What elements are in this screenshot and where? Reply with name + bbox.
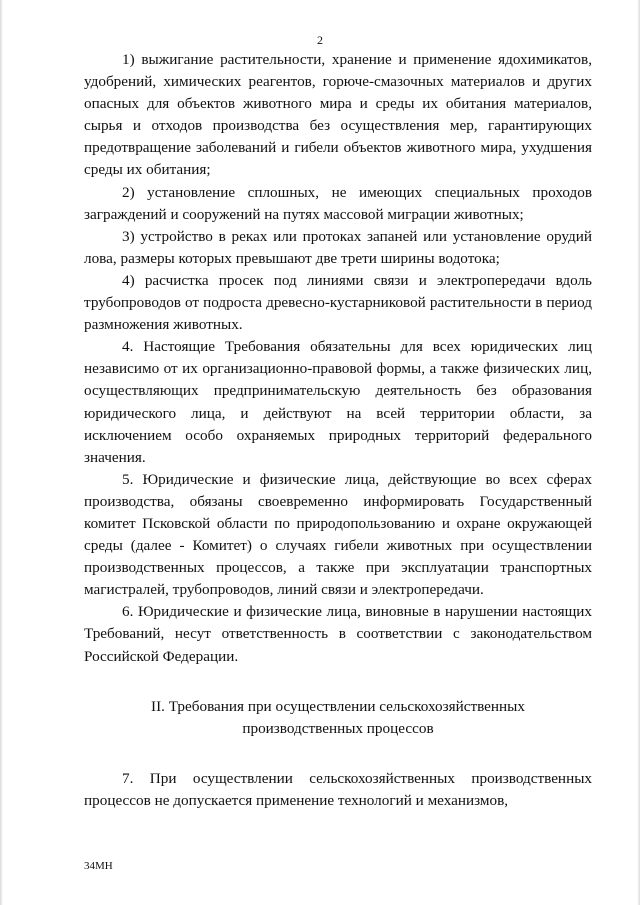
- document-body: [84, 49, 592, 812]
- paragraph-clause-6: 6. Юридические и физические лица, виновные в нарушении настоящих Требований, несут ответственность в соответствии с законодательством Российской Федерации.: [84, 603, 592, 665]
- scan-edge-left: [0, 0, 3, 905]
- section-heading: [84, 696, 592, 740]
- paragraph-clause-7: 7. При осуществлении сельскохозяйственных производственных процессов не допускается применение технологий и механизмов,: [84, 769, 592, 809]
- section-heading-line-2: производственных процессов: [242, 719, 434, 737]
- paragraph-item-1: 1) выжигание растительности, хранение и применение ядохимикатов, удобрений, химических реагентов, горюче-смазочных материалов и других опасных для объектов животного мира и среды их обитания материалов, сырья и отходов производства без осуществления мер, гарантирующих предотвращение заболеваний и гибели объектов животного мира, ухудшения среды их обитания;: [84, 51, 592, 179]
- spacer: [84, 668, 592, 696]
- paragraph-item-3: 3) устройство в реках или протоках запаней или установление орудий лова, размеры которых превышают две трети ширины водотока;: [84, 227, 592, 267]
- paragraph-clause-5: 5. Юридические и физические лица, действующие во всех сферах производства, обязаны своевременно информировать Государственный комитет Псковской области по природопользованию и охране окружающей среды (далее - Комитет) о случаях гибели животных при осуществлении производственных процессов, а также при эксплуатации транспортных магистралей, трубопроводов, линий связи и электропередачи.: [84, 470, 592, 599]
- spacer: [84, 740, 592, 768]
- document-code: 34МН: [84, 860, 113, 872]
- paragraph-item-4: 4) расчистка просек под линиями связи и электропередачи вдоль трубопроводов от подроста древесно-кустарниковой растительности в период размножения животных.: [84, 271, 592, 334]
- paragraph-clause-4: 4. Настоящие Требования обязательны для всех юридических лиц независимо от их организационно-правовой формы, а также физических лиц, осуществляющих предпринимательскую деятельность без образования юридического лица, и действуют на всей территории области, за исключением особо охраняемых природных территорий федерального значения.: [84, 338, 592, 466]
- paragraph-item-2: 2) установление сплошных, не имеющих специальных проходов заграждений и сооружений на путях массовой миграции животных;: [84, 183, 592, 223]
- section-heading-line-1: II. Требования при осуществлении сельскохозяйственных: [151, 697, 525, 715]
- page-number: 2: [317, 33, 323, 47]
